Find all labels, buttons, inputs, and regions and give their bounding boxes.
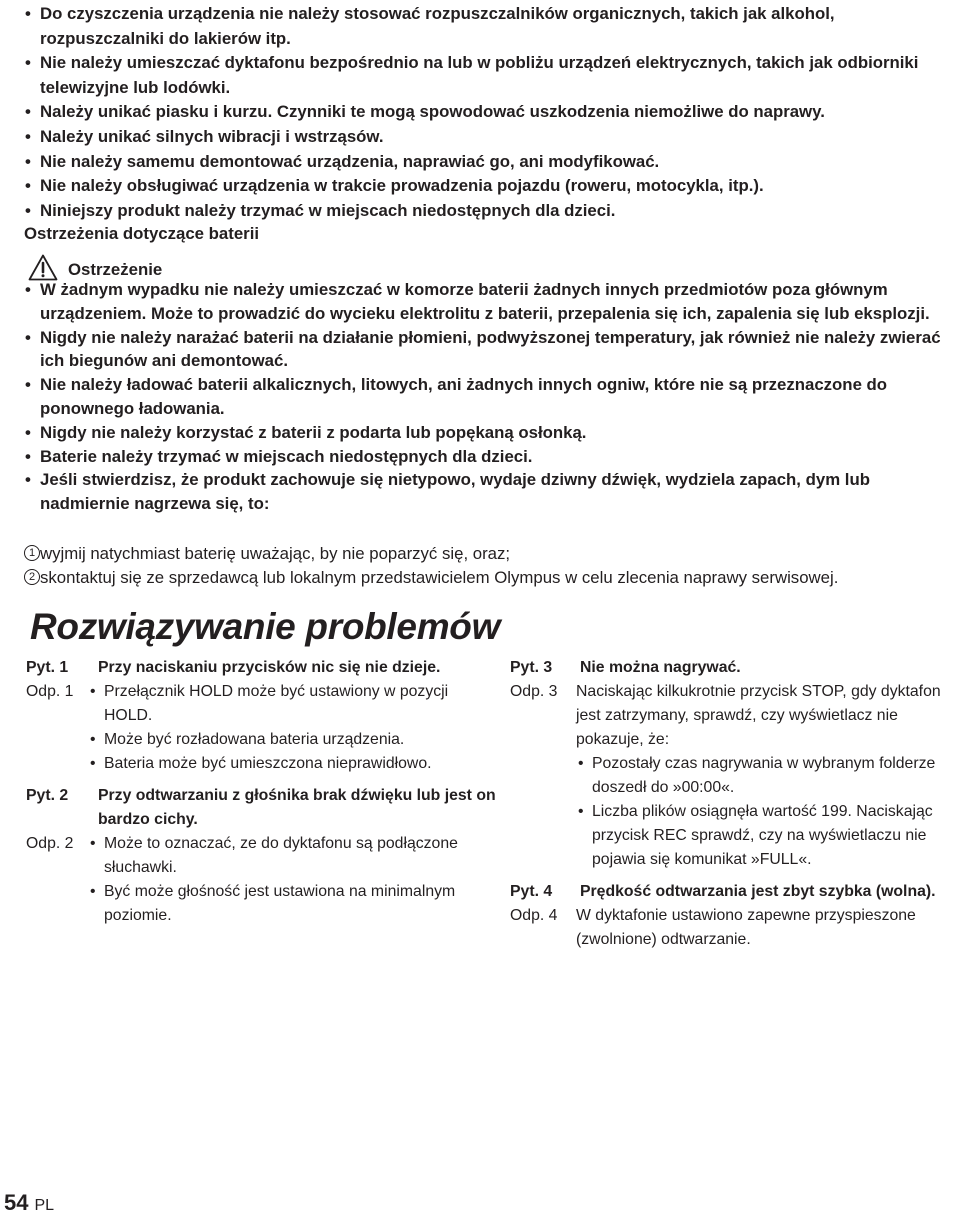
answer-list: [576, 752, 950, 872]
list-item: • Nie należy ładować baterii alkalicznych, litowych, ani żadnych innych ogniw, które nie są przeznaczone do ponownego ładowania.: [24, 373, 959, 421]
question-row: [26, 784, 496, 832]
answer-row: [26, 832, 496, 928]
step-item: [24, 566, 959, 590]
answer-row: [510, 680, 950, 872]
general-warnings-list: [24, 2, 954, 223]
list-item: • Niniejszy produkt należy trzymać w miejscach niedostępnych dla dzieci.: [24, 199, 954, 224]
qa-block: [510, 656, 950, 872]
list-item: • Nie należy obsługiwać urządzenia w trakcie prowadzenia pojazdu (roweru, motocykla, itp.).: [24, 174, 954, 199]
list-item: • Baterie należy trzymać w miejscach niedostępnych dla dzieci.: [24, 445, 959, 469]
battery-section-title: Ostrzeżenia dotyczące baterii: [24, 224, 260, 243]
answer-label: Odp. 1: [26, 683, 74, 700]
question-text: Prędkość odtwarzania jest zbyt szybka (wolna).: [580, 883, 936, 900]
list-item: • Być może głośność jest ustawiona na minimalnym poziomie.: [88, 880, 496, 928]
answer-row: [26, 680, 496, 776]
battery-steps: [24, 542, 959, 590]
answer-label: Odp. 2: [26, 835, 74, 852]
troubleshooting-right-column: [510, 656, 950, 960]
section-title: Rozwiązywanie problemów: [30, 606, 501, 647]
circled-number: 2: [24, 569, 40, 585]
language-code: PL: [34, 1197, 55, 1214]
list-item: • Do czyszczenia urządzenia nie należy stosować rozpuszczalników organicznych, takich jak alkohol, rozpuszczalniki do lakierów itp.: [24, 2, 954, 51]
answer-text: W dyktafonie ustawiono zapewne przyspieszone (zwolnione) odtwarzanie.: [576, 907, 916, 948]
list-item: • Może to oznaczać, ze do dyktafonu są podłączone słuchawki.: [88, 832, 496, 880]
question-row: [26, 656, 496, 680]
question-label: Pyt. 3: [510, 659, 553, 676]
answer-row: [510, 904, 950, 952]
page-number: 54: [4, 1190, 29, 1215]
qa-block: [26, 656, 496, 776]
question-text: Przy odtwarzaniu z głośnika brak dźwięku lub jest on bardzo cichy.: [98, 787, 496, 828]
list-item: • Może być rozładowana bateria urządzenia.: [88, 728, 496, 752]
answer-label: Odp. 4: [510, 907, 558, 924]
list-item: • W żadnym wypadku nie należy umieszczać w komorze baterii żadnych innych przedmiotów poza głównym urządzeniem. Może to prowadzić do wycieku elektrolitu z baterii, przepalenia się ich, zapalenia się lub eksplozji.: [24, 278, 959, 326]
warning-label: Ostrzeżenie: [68, 260, 163, 279]
question-row: [510, 656, 950, 680]
step-item: [24, 542, 959, 566]
question-text: Przy naciskaniu przycisków nic się nie dzieje.: [98, 659, 441, 676]
step-text: wyjmij natychmiast baterię uważając, by nie poparzyć się, oraz;: [40, 544, 511, 563]
question-label: Pyt. 1: [26, 659, 69, 676]
list-item: • Należy unikać silnych wibracji i wstrząsów.: [24, 125, 954, 150]
list-item: • Nie należy umieszczać dyktafonu bezpośrednio na lub w pobliżu urządzeń elektrycznych, takich jak odbiorniki telewizyjne lub lodówki.: [24, 51, 954, 100]
step-text: skontaktuj się ze sprzedawcą lub lokalnym przedstawicielem Olympus w celu zlecenia naprawy serwisowej.: [40, 568, 839, 587]
circled-number: 1: [24, 545, 40, 561]
page-footer: [4, 1190, 54, 1226]
list-item: • Bateria może być umieszczona nieprawidłowo.: [88, 752, 496, 776]
answer-list: [88, 832, 496, 928]
question-label: Pyt. 4: [510, 883, 553, 900]
troubleshooting-left-column: [26, 656, 496, 936]
list-item: • Pozostały czas nagrywania w wybranym folderze doszedł do »00:00«.: [576, 752, 950, 800]
answer-intro: Naciskając kilkukrotnie przycisk STOP, gdy dyktafon jest zatrzymany, sprawdź, czy wyświetlacz nie pokazuje, że:: [576, 683, 941, 748]
list-item: • Nigdy nie należy narażać baterii na działanie płomieni, podwyższonej temperatury, jak również nie należy zwierać ich biegunów ani demontować.: [24, 326, 959, 374]
battery-warnings-list: [24, 278, 959, 516]
list-item: • Nigdy nie należy korzystać z baterii z podarta lub popękaną osłonką.: [24, 421, 959, 445]
answer-list: [88, 680, 496, 776]
list-item: • Jeśli stwierdzisz, że produkt zachowuje się nietypowo, wydaje dziwny dźwięk, wydziela zapach, dym lub nadmiernie nagrzewa się, to:: [24, 468, 959, 516]
qa-block: [510, 880, 950, 952]
list-item: • Przełącznik HOLD może być ustawiony w pozycji HOLD.: [88, 680, 496, 728]
warning-triangle-icon: [28, 254, 58, 281]
list-item: • Należy unikać piasku i kurzu. Czynniki te mogą spowodować uszkodzenia niemożliwe do naprawy.: [24, 100, 954, 125]
question-label: Pyt. 2: [26, 787, 69, 804]
answer-body: [576, 680, 950, 872]
list-item: • Nie należy samemu demontować urządzenia, naprawiać go, ani modyfikować.: [24, 150, 954, 175]
question-row: [510, 880, 950, 904]
answer-label: Odp. 3: [510, 683, 558, 700]
qa-block: [26, 784, 496, 928]
list-item: • Liczba plików osiągnęła wartość 199. Naciskając przycisk REC sprawdź, czy na wyświetlaczu nie pojawia się komunikat »FULL«.: [576, 800, 950, 872]
question-text: Nie można nagrywać.: [580, 659, 741, 676]
